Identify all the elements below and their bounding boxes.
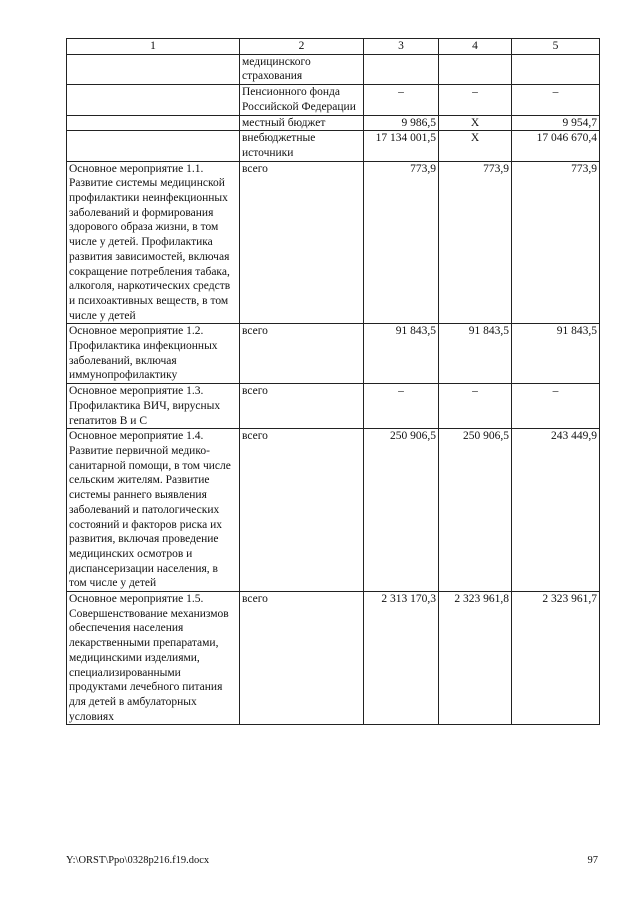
value-cell: – bbox=[439, 85, 512, 115]
value-cell: Х bbox=[439, 115, 512, 131]
table-row bbox=[67, 429, 600, 592]
value-cell: 2 323 961,8 bbox=[439, 592, 512, 725]
table-row bbox=[67, 85, 600, 115]
value-cell: 17 046 670,4 bbox=[512, 131, 600, 161]
activity-cell bbox=[67, 85, 240, 115]
header-row bbox=[67, 39, 600, 55]
page-number: 97 bbox=[587, 855, 598, 866]
value-cell: 9 954,7 bbox=[512, 115, 600, 131]
activity-cell: Основное мероприятие 1.5. Совершенствование механизмов обеспечения населения лекарственными препаратами, медицинскими изделиями, специализированными продуктами лечебного питания для детей в амбулаторных условиях bbox=[67, 592, 240, 725]
activity-cell bbox=[67, 131, 240, 161]
col-header-3: 3 bbox=[364, 39, 439, 55]
table-row bbox=[67, 592, 600, 725]
table-row bbox=[67, 324, 600, 384]
value-cell: 2 313 170,3 bbox=[364, 592, 439, 725]
activity-cell: Основное мероприятие 1.4. Развитие первичной медико-санитарной помощи, в том числе сельским жителям. Развитие системы раннего выявления заболеваний и патологических состояний и факторов риска их развития, включая проведение медицинских осмотров и диспансеризации населения, в том числе у детей bbox=[67, 429, 240, 592]
value-cell: – bbox=[512, 384, 600, 429]
source-cell: Пенсионного фонда Российской Федерации bbox=[240, 85, 364, 115]
value-cell: 250 906,5 bbox=[364, 429, 439, 592]
value-cell bbox=[364, 54, 439, 84]
activity-cell: Основное мероприятие 1.1. Развитие системы медицинской профилактики неинфекционных заболеваний и формирования здорового образа жизни, в том числе у детей. Профилактика развития зависимостей, включая сокращение потребления табака, алкоголя, наркотических средств и психоактивных веществ, в том числе у детей bbox=[67, 161, 240, 324]
table-row bbox=[67, 54, 600, 84]
activity-cell: Основное мероприятие 1.3. Профилактика ВИЧ, вирусных гепатитов В и С bbox=[67, 384, 240, 429]
value-cell: 243 449,9 bbox=[512, 429, 600, 592]
col-header-2: 2 bbox=[240, 39, 364, 55]
value-cell: – bbox=[439, 384, 512, 429]
table-row bbox=[67, 131, 600, 161]
value-cell: 773,9 bbox=[439, 161, 512, 324]
value-cell: Х bbox=[439, 131, 512, 161]
source-cell: местный бюджет bbox=[240, 115, 364, 131]
value-cell: 91 843,5 bbox=[364, 324, 439, 384]
value-cell: 2 323 961,7 bbox=[512, 592, 600, 725]
value-cell: 773,9 bbox=[512, 161, 600, 324]
value-cell: 250 906,5 bbox=[439, 429, 512, 592]
value-cell: – bbox=[512, 85, 600, 115]
table-row bbox=[67, 161, 600, 324]
source-cell: всего bbox=[240, 592, 364, 725]
col-header-5: 5 bbox=[512, 39, 600, 55]
source-cell: всего bbox=[240, 324, 364, 384]
source-cell: всего bbox=[240, 161, 364, 324]
activity-cell bbox=[67, 115, 240, 131]
source-cell: всего bbox=[240, 429, 364, 592]
footer-file-path: Y:\ORST\Ppo\0328p216.f19.docx bbox=[66, 855, 210, 866]
col-header-4: 4 bbox=[439, 39, 512, 55]
value-cell: 773,9 bbox=[364, 161, 439, 324]
budget-table bbox=[66, 38, 600, 725]
value-cell: 91 843,5 bbox=[439, 324, 512, 384]
table-row bbox=[67, 384, 600, 429]
value-cell: – bbox=[364, 85, 439, 115]
source-cell: медицинского страхования bbox=[240, 54, 364, 84]
table-row bbox=[67, 115, 600, 131]
col-header-1: 1 bbox=[67, 39, 240, 55]
value-cell: 91 843,5 bbox=[512, 324, 600, 384]
value-cell bbox=[439, 54, 512, 84]
source-cell: внебюджетные источники bbox=[240, 131, 364, 161]
value-cell: 17 134 001,5 bbox=[364, 131, 439, 161]
source-cell: всего bbox=[240, 384, 364, 429]
activity-cell: Основное мероприятие 1.2. Профилактика инфекционных заболеваний, включая иммунопрофилактику bbox=[67, 324, 240, 384]
value-cell bbox=[512, 54, 600, 84]
value-cell: – bbox=[364, 384, 439, 429]
activity-cell bbox=[67, 54, 240, 84]
value-cell: 9 986,5 bbox=[364, 115, 439, 131]
